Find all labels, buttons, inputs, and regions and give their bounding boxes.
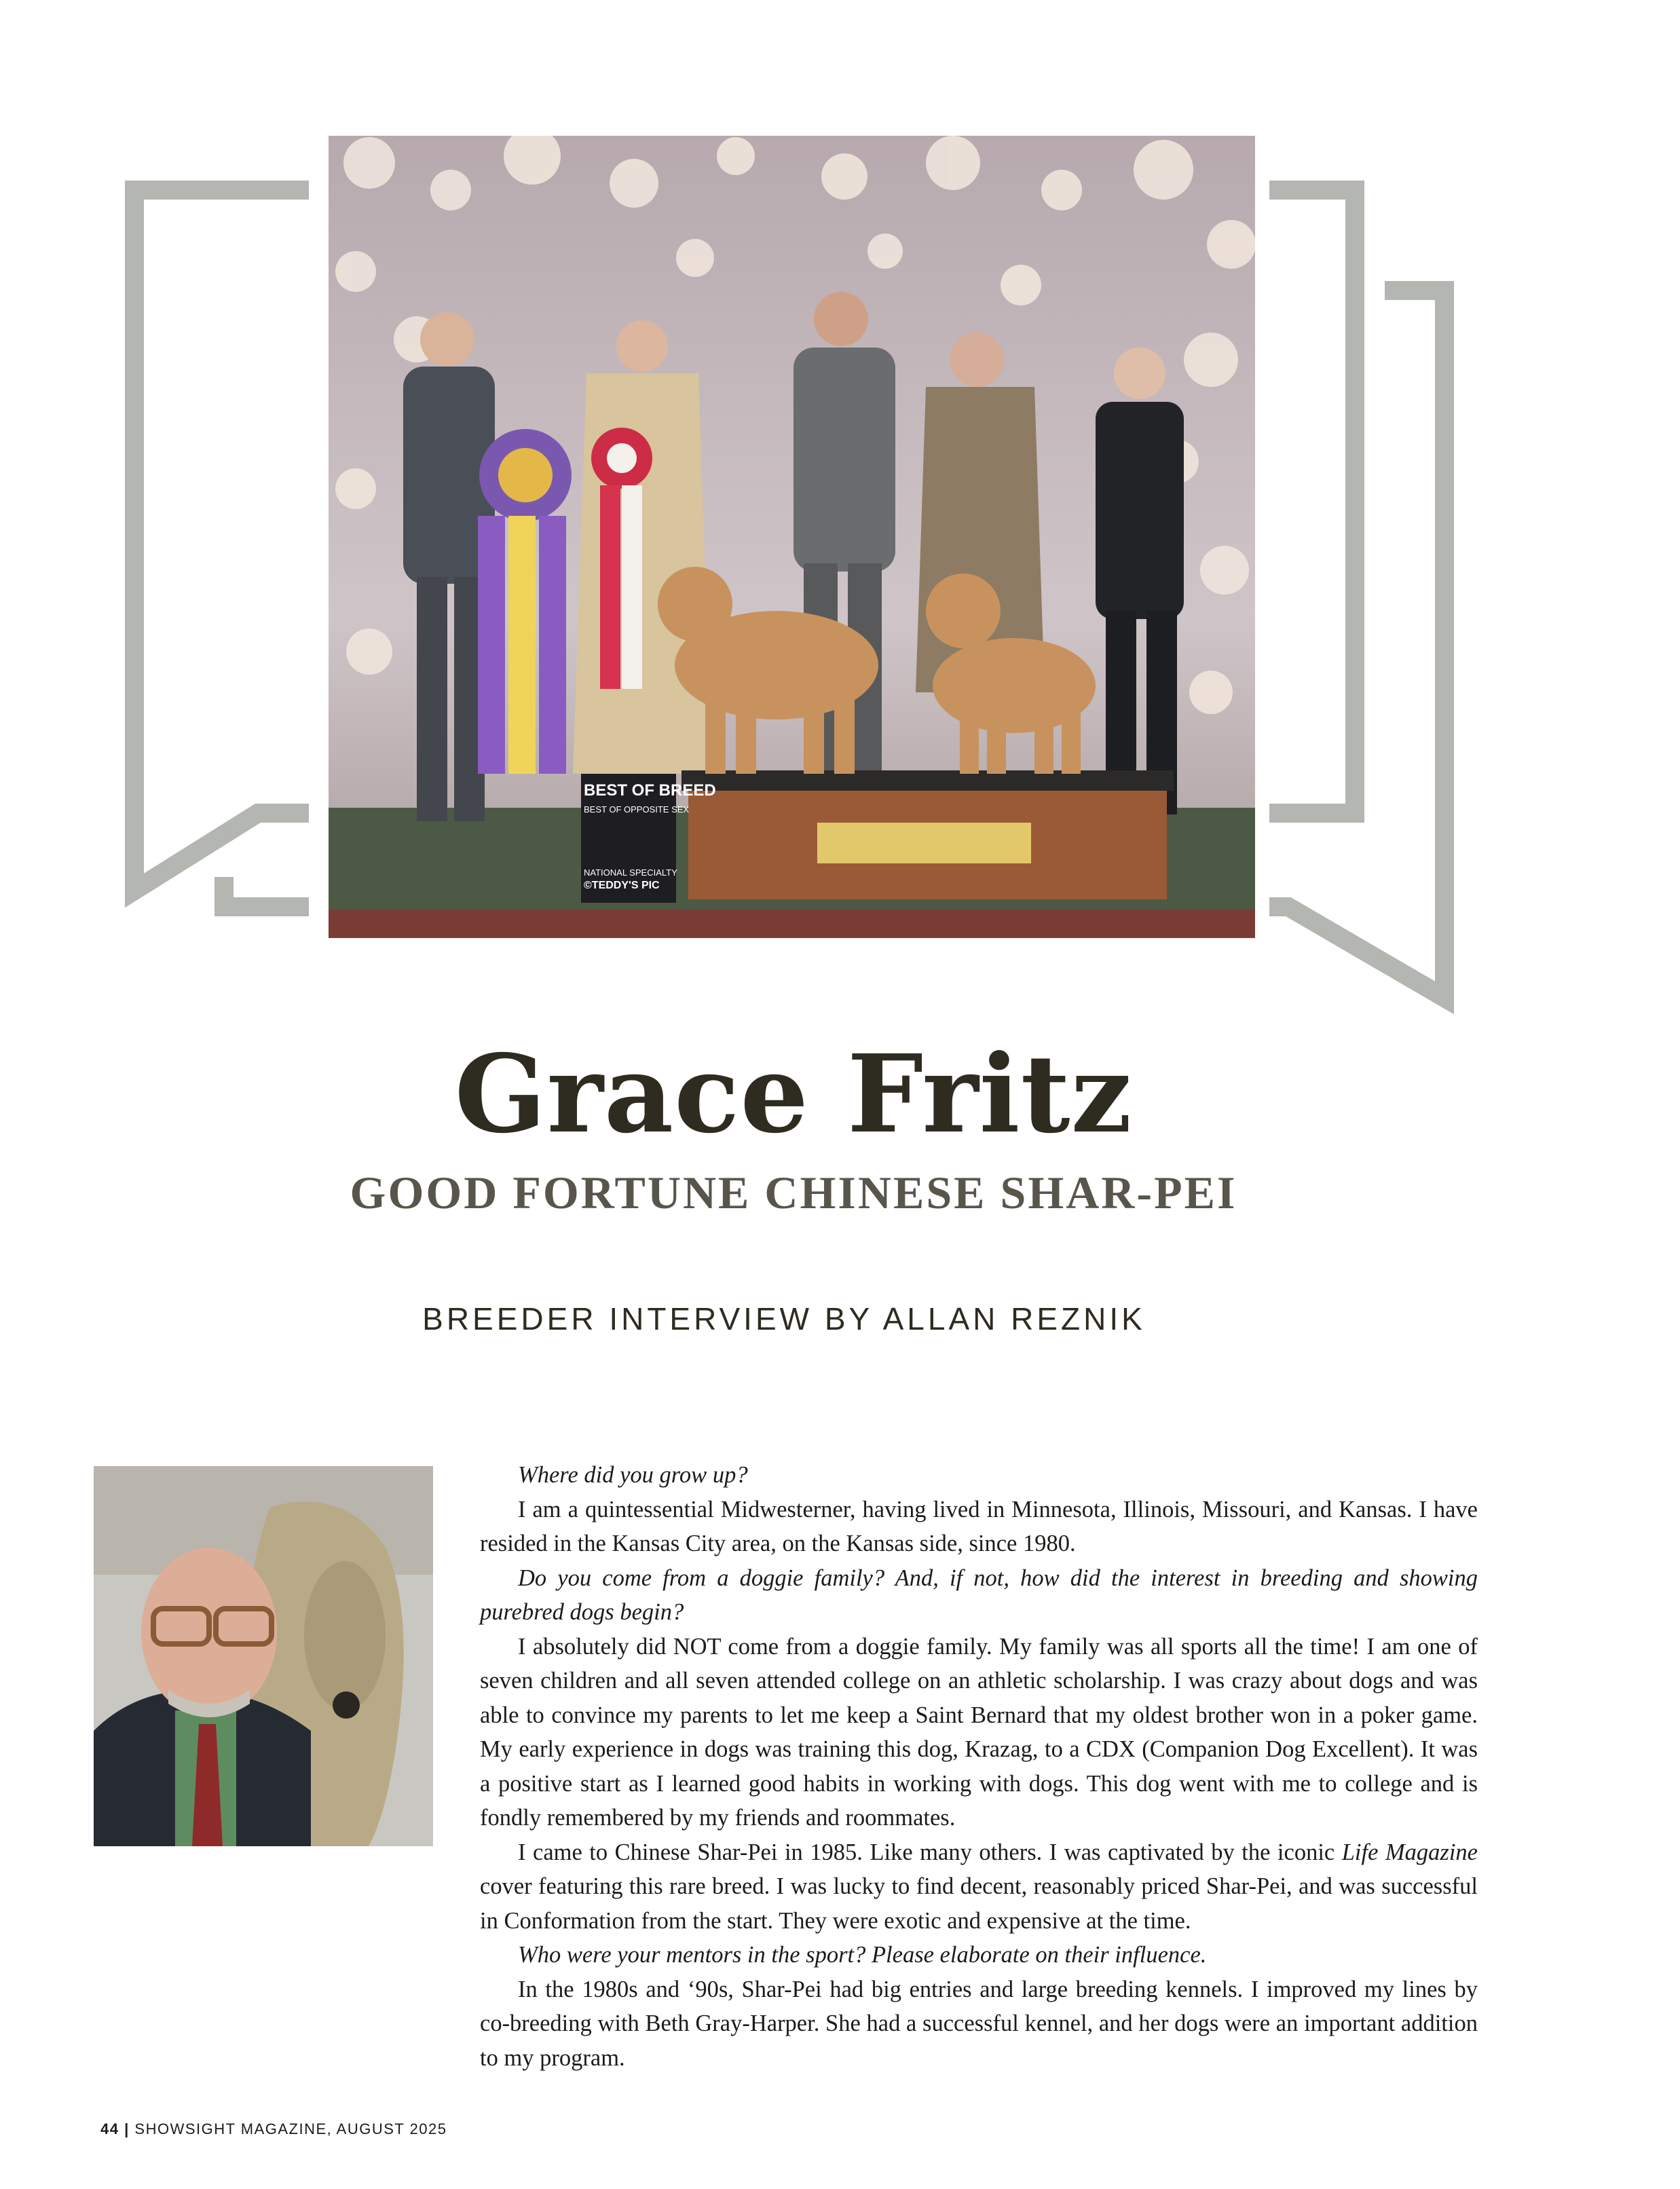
interview-answer: In the 1980s and ‘90s, Shar-Pei had big entries and large breeding kennels. I improved my lines by co-breeding with Beth Gray-Harper. She had a successful kennel, and her dogs were an important addition to my program. — [480, 1976, 1478, 2071]
article-subtitle: GOOD FORTUNE CHINESE SHAR-PEI — [350, 1167, 1237, 1218]
interview-question: Who were your mentors in the sport? Please elaborate on their influence. — [518, 1942, 1207, 1968]
publication-name: SHOWSIGHT MAGAZINE, AUGUST 2025 — [134, 2120, 447, 2137]
article-body — [480, 1458, 1478, 2075]
sign-best-of-opposite-sex: BEST OF OPPOSITE SEX — [584, 804, 690, 815]
sign-national-specialty: NATIONAL SPECIALTY — [584, 867, 677, 878]
portrait-illustration — [94, 1466, 433, 1846]
person-2 — [573, 320, 712, 774]
answer-text: I came to Chinese Shar-Pei in 1985. Like many others. I was captivated by the iconic — [518, 1839, 1342, 1865]
interview-answer: I absolutely did NOT come from a doggie family. My family was all sports all the time! I am one of seven children and all seven attended college on an athletic scholarship. I was crazy about dogs and was able to convince my parents to let me keep a Saint Bernard that my oldest brother won in a poker game. My early experience in dogs was training this dog, Krazag, to a CDX (Companion Dog Excellent). It was a positive start as I learned good habits in working with dogs. This dog went with me to college and is fondly remembered by my friends and roommates. — [480, 1633, 1478, 1831]
sign-best-of-breed: BEST OF BREED — [584, 781, 716, 800]
article-byline: BREEDER INTERVIEW BY ALLAN REZNIK — [422, 1301, 1146, 1336]
interview-answer: I am a quintessential Midwesterner, having lived in Minnesota, Illinois, Missouri, and Kansas. I have resided in the Kansas City area, on the Kansas side, since 1980. — [480, 1496, 1478, 1556]
page-footer — [100, 2120, 447, 2138]
interview-question: Where did you grow up? — [518, 1462, 748, 1488]
award-photo-illustration — [329, 136, 1255, 938]
interview-question: Do you come from a doggie family? And, if not, how did the interest in breeding and showing purebred dogs begin? — [480, 1565, 1478, 1625]
article-title: Grace Fritz — [454, 1032, 1133, 1157]
footer-separator: | — [124, 2120, 130, 2137]
answer-text: cover featuring this rare breed. I was lucky to find decent, reasonably priced Shar-Pei, and was successful in Conformation from the start. They were exotic and expensive at the time. — [480, 1873, 1478, 1934]
sign-photographer-credit: ©TEDDY'S PIC — [584, 880, 660, 891]
award-photo — [329, 136, 1255, 938]
interview-answer — [480, 1835, 1478, 1939]
page-number: 44 — [100, 2120, 119, 2137]
frame-left-bracket — [134, 190, 309, 891]
frame-left-tail — [224, 877, 309, 907]
magazine-title: Life Magazine — [1341, 1839, 1478, 1865]
frame-right-bracket — [1269, 190, 1355, 813]
portrait-photo — [94, 1466, 433, 1846]
